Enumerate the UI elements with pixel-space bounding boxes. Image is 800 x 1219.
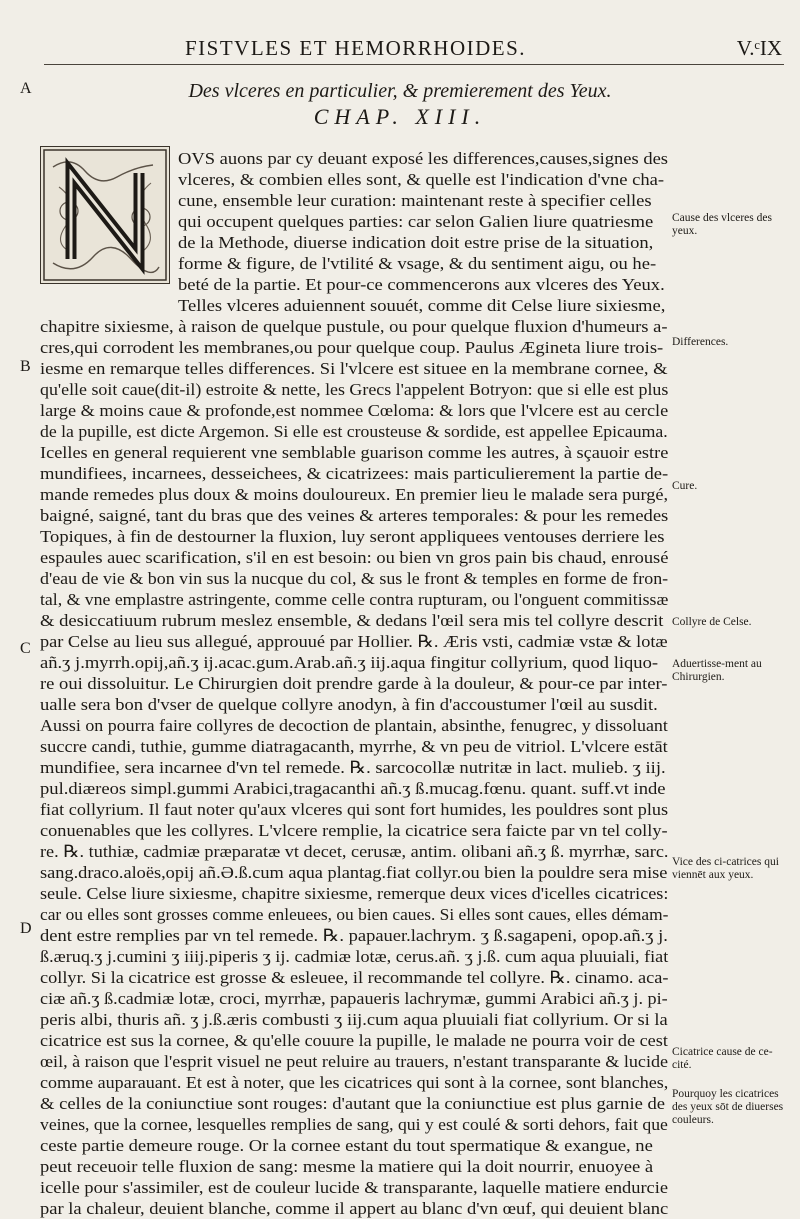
text-line: veines, que la cornee, lesquelles remplies de sang, qui y est coulé & sorti dehors, fait que [40, 1115, 668, 1134]
margin-note: Collyre de Celse. [672, 616, 752, 628]
chapter-subtitle: Des vlceres en particulier, & premierement des Yeux. [188, 80, 612, 102]
section-letter-d: D [20, 920, 32, 937]
text-line: mande remedes plus doux & moins douloureux. En premier lieu le malade sera purgé, [40, 485, 669, 504]
text-line: seule. Celse liure sixiesme, chapitre sixiesme, remerque deux vices d'icelles cicatrices: [40, 884, 669, 903]
margin-note: Aduertisse-ment au Chirurgien. [672, 658, 762, 683]
text-line: collyr. Si la cicatrice est grosse & esleuee, il recommande tel collyre. ℞. cinamo. aca- [40, 968, 669, 987]
text-line: large & moins caue & profonde,est nommee Cœloma: & lors que l'vlcere est au cercle [40, 401, 669, 420]
margin-note: Pourquoy les cicatrices des yeux sōt de diuerses couleurs. [672, 1088, 784, 1126]
text-line: Telles vlceres aduiennent souuét, comme dit Celse liure sixiesme, [178, 296, 666, 315]
text-line: Topiques, à fin de destourner la fluxion, luy seront appliquees ventouses derriere les [40, 527, 665, 546]
text-line: ciæ añ.ʒ ß.cadmiæ lotæ, croci, myrrhæ, papaueris lachrymæ, gummi Arabici añ.ʒ j. pi- [40, 989, 668, 1008]
text-line: espaules auec scarification, s'il en est besoin: ou bien vn gros pain bis chaud, enrousé [40, 548, 669, 567]
text-line: añ.ʒ j.myrrh.opij,añ.ʒ ij.acac.gum.Arab.añ.ʒ iij.aqua fingitur collyrium, quod liquo- [40, 653, 659, 672]
text-line: fiat collyrium. Il faut noter qu'aux vlceres qui sont fort humides, les pouldres sont plus [40, 800, 669, 819]
text-line: peris albi, thuris añ. ʒ j.ß.æris combusti ʒ iij.cum aqua pluuiali fiat collyrium. Or si la [40, 1010, 668, 1029]
text-line: vlceres, & combien elles sont, & quelle est l'indication d'vne cha- [178, 170, 665, 189]
running-head: FISTVLES ET HEMORRHOIDES. [185, 36, 527, 60]
text-line: ualle sera bon d'vser de quelque collyre anodyn, à fin d'accoustumer l'œil au susdit. [40, 695, 658, 714]
folio-number: V.ᶜIX [736, 36, 782, 60]
text-line: de la pupille, est dicte Argemon. Si elle est crousteuse & sordide, est appellee Epicauma. [40, 422, 668, 441]
text-line: succre candi, tuthie, gumme diatragacanth, myrrhe, & vn peu de vitriol. L'vlcere estāt [40, 737, 668, 756]
section-letter-a: A [20, 80, 32, 97]
text-line: OVS auons par cy deuant exposé les differences,causes,signes des [178, 149, 669, 168]
text-line: chapitre sixiesme, à raison de quelque pustule, ou pour quelque fluxion d'humeurs a- [40, 317, 668, 336]
text-line: cune, ensemble leur curation: maintenant reste à specifier celles [178, 191, 652, 210]
text-line: forme & figure, de l'vtilité & vsage, & du sentiment aigu, ou he- [178, 254, 657, 273]
text-line: mundifiee, sera incarnee d'vn tel remede. ℞. sarcocollæ nutritæ in lact. mulieb. ʒ iij. [40, 758, 666, 777]
text-line: beté de la partie. Et pour-ce commencerons aux vlceres des Yeux. [178, 275, 665, 294]
text-line: mundifiees, incarnees, desseichees, & cicatrizees: mais particulierement la partie de- [40, 464, 669, 483]
text-line: ß.æruq.ʒ j.cumini ʒ iiij.piperis ʒ ij. cadmiæ lotæ, cerus.añ. ʒ j.ß. cum aqua pluuiali, fiat [40, 947, 669, 966]
ornamental-initial-icon [41, 147, 169, 283]
text-line: baigné, saigné, tant du bras que des veines & arteres temporales: & pour les remedes [40, 506, 669, 525]
text-line: sang.draco.aloës,opij añ.Ə.ß.cum aqua plantag.fiat collyr.ou bien la pouldre sera mise [40, 863, 668, 882]
text-line: qu'elle soit caue(dit-il) estroite & nette, les Grecs l'appelent Botryon: que si elle est plus [40, 380, 669, 399]
text-line: re. ℞. tuthiæ, cadmiæ præparatæ vt decet, cerusæ, antim. olibani añ.ʒ ß. myrrhæ, sarc. [40, 842, 669, 861]
text-line: par la chaleur, deuient blanche, comme il appert au blanc d'vn œuf, qui deuient blanc [40, 1199, 669, 1218]
text-line: d'eau de vie & bon vin sus la nucque du col, & sus le front & temples en forme de fron- [40, 569, 669, 588]
text-line: Aussi on pourra faire collyres de decoction de plantain, absinthe, fenugrec, y dissoluant [40, 716, 668, 735]
chapter-heading: CHAP. XIII. [313, 104, 487, 129]
text-line: Icelles en general requierent vne semblable guarison comme les autres, à sçauoir estre [40, 443, 669, 462]
text-line: pul.diæreos simpl.gummi Arabici,tragacanthi añ.ʒ ß.mucag.fœnu. quant. suff.vt inde [40, 779, 666, 798]
decorated-initial-n [40, 146, 170, 284]
text-line: tal, & vne emplastre astringente, comme celle contra rupturam, ou l'onguent commitissæ [40, 590, 669, 609]
text-line: conuenables que les collyres. L'vlcere remplie, la cicatrice sera faicte par vn tel colly- [40, 821, 668, 840]
section-letter-b: B [20, 358, 31, 375]
text-line: car ou elles sont grosses comme enleuees, ou bien caues. Si elles sont caues, elles démam- [40, 905, 669, 924]
text-line: peut receuoir telle fluxion de sang: mesme la matiere qui la doit nourrir, enuoyee à [40, 1157, 654, 1176]
text-line: & desiccatiuum rubrum meslez ensemble, & dedans l'œil sera mis tel collyre descrit [40, 611, 664, 630]
text-line: cres,qui corrodent les membranes,ou pour quelque coup. Paulus Ægineta liure trois- [40, 338, 664, 357]
text-line: de la Methode, diuerse indication doit estre prise de la situation, [178, 233, 654, 252]
section-letter-c: C [20, 640, 31, 657]
margin-note: Differences. [672, 336, 729, 348]
margin-note: Cause des vlceres des yeux. [672, 212, 772, 237]
margin-note: Vice des ci-catrices qui viennēt aux yeux. [672, 856, 779, 881]
margin-note: Cure. [672, 480, 698, 492]
text-line: cicatrice est sus la cornee, & qu'elle couure la pupille, le malade ne pourra voir de cest [40, 1031, 668, 1050]
text-line: dent estre remplies par vn tel remede. ℞. papauer.lachrym. ʒ ß.sagapeni, opop.añ.ʒ j. [40, 926, 668, 945]
text-line: œil, à raison que l'esprit visuel ne peut reluire au trauers, n'estant transparante & lucide [40, 1052, 669, 1071]
text-line: icelle pour s'assimiler, est de couleur lucide & transparante, laquelle matiere endurcie [40, 1178, 669, 1197]
text-line: iesme en remarque telles differences. Si l'vlcere est situee en la membrane cornee, & [40, 359, 668, 378]
text-line: & celles de la coniunctiue sont rouges: d'autant que la coniunctiue est plus garnie de [40, 1094, 665, 1113]
text-line: qui occupent quelques parties: car selon Galien liure quatriesme [178, 212, 654, 231]
margin-note: Cicatrice cause de ce-cité. [672, 1046, 773, 1071]
text-line: comme auparauant. Et est à noter, que les cicatrices qui sont à la cornee, sont blanches, [40, 1073, 669, 1092]
text-line: par Celse au lieu sus allegué, approuué par Hollier. ℞. Æris vsti, cadmiæ vstæ & lotæ [40, 632, 668, 651]
header-rule [44, 64, 784, 65]
text-line: re oui dissoluitur. Le Chirurgien doit prendre garde à la douleur, & pour-ce par inter- [40, 674, 668, 693]
text-line: ceste partie demeure rouge. Or la cornee estant du tout spermatique & exangue, ne [40, 1136, 653, 1155]
